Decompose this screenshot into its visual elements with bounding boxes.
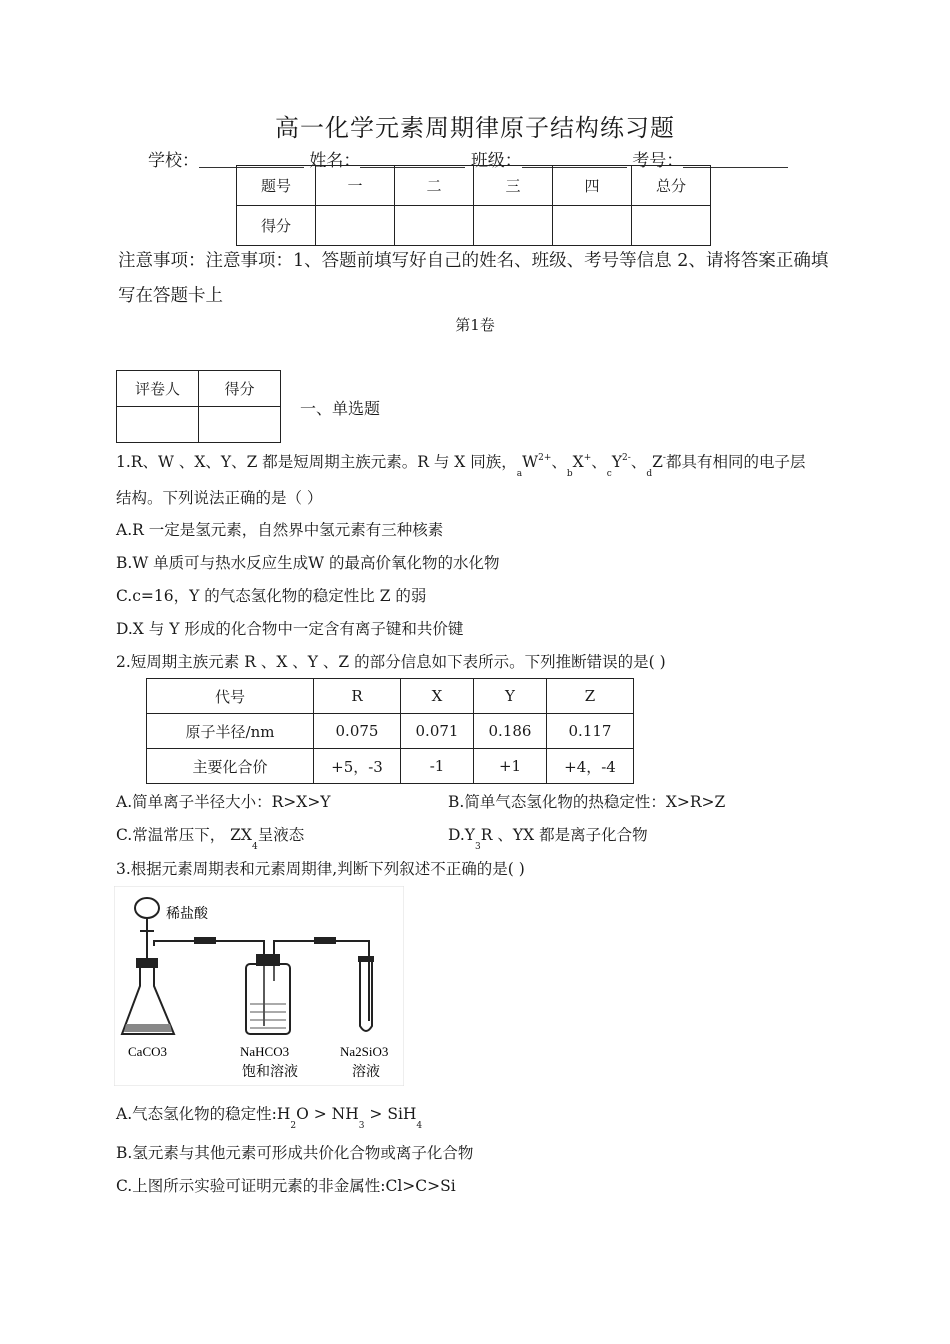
q1-ions: $_aW^{2+}$、$_b$X+、$_cY^{2-}$、$_d$Z- bbox=[516, 453, 666, 479]
q3-stem: 3.根据元素周期表和元素周期律,判断下列叙述不正确的是( ) bbox=[116, 860, 525, 878]
tube-label: Na2SiO3 bbox=[340, 1044, 389, 1059]
score-row-label: 得分 bbox=[237, 206, 316, 246]
score-cell: 题号 bbox=[237, 166, 316, 206]
q2-header-cell: Z bbox=[547, 679, 634, 714]
q2-stem: 2.短周期主族元素 R 、X 、Y 、Z 的部分信息如下表所示。下列推断错误的是( ) bbox=[116, 653, 666, 671]
score-table bbox=[236, 165, 711, 246]
q2-header-cell: X bbox=[401, 679, 474, 714]
q2-table bbox=[146, 678, 634, 784]
q2-cell: 0.117 bbox=[547, 714, 634, 749]
bottle-label: NaHCO3 bbox=[240, 1044, 290, 1059]
school-label: 学校： bbox=[148, 151, 199, 171]
q2-header-cell: Y bbox=[474, 679, 547, 714]
section-title: 一、单选题 bbox=[300, 399, 381, 418]
q2-cell: 0.186 bbox=[474, 714, 547, 749]
q2-table-header-row bbox=[147, 679, 634, 714]
q1-option-c[interactable]: C.c=16，Y 的气态氢化物的稳定性比 Z 的弱 bbox=[116, 587, 427, 605]
q2-cell: +5，-3 bbox=[314, 749, 401, 784]
q2-cell: 原子半径/nm bbox=[147, 714, 314, 749]
apparatus-diagram bbox=[114, 886, 404, 1086]
q2-header-cell: 代号 bbox=[147, 679, 314, 714]
q2-cell: 0.071 bbox=[401, 714, 474, 749]
q2-option-d[interactable]: $D.Y_3R$ 、YX 都是离子化合物 bbox=[448, 826, 648, 852]
q1-stem-c: 结构。下列说法正确的是（ ） bbox=[116, 489, 323, 507]
q2-option-a[interactable]: A.简单离子半径大小：R>X>Y bbox=[116, 793, 331, 811]
class-label: 班级： bbox=[470, 151, 522, 171]
q3-option-a[interactable]: A.气态氢化物的稳定性$:H_2O > NH_3 > SiH_4$ bbox=[116, 1105, 423, 1131]
score-cell: 总分 bbox=[632, 166, 711, 206]
q3-option-b[interactable]: B.氢元素与其他元素可形成共价化合物或离子化合物 bbox=[116, 1144, 474, 1162]
q2-option-b[interactable]: B.简单气态氢化物的热稳定性：X>R>Z bbox=[448, 793, 726, 811]
q2-cell: -1 bbox=[401, 749, 474, 784]
page-title: 高一化学元素周期律原子结构练习题 bbox=[275, 114, 675, 142]
q3-option-c[interactable]: C.上图所示实验可证明元素的非金属性:Cl>C>Si bbox=[116, 1177, 456, 1195]
grader-input-cell[interactable] bbox=[117, 407, 199, 443]
q2-cell: 主要化合价 bbox=[147, 749, 314, 784]
grader-header: 得分 bbox=[199, 371, 281, 407]
experiment-figure bbox=[114, 886, 404, 1086]
score-input-cell[interactable] bbox=[395, 206, 474, 246]
name-label: 姓名： bbox=[309, 151, 361, 171]
score-input-cell[interactable] bbox=[632, 206, 711, 246]
grader-input-cell[interactable] bbox=[199, 407, 281, 443]
q2-option-c[interactable]: C.常温常压下， $ZX_4$呈液态 bbox=[116, 826, 305, 852]
exam-number-label: 考号： bbox=[632, 151, 684, 171]
flask-label: CaCO3 bbox=[128, 1044, 167, 1059]
score-input-cell[interactable] bbox=[474, 206, 553, 246]
q2-header-cell: R bbox=[314, 679, 401, 714]
score-cell: 四 bbox=[553, 166, 632, 206]
score-header-row bbox=[237, 166, 711, 206]
q1-stem-a: 1.R、W 、X、Y、Z 都是短周期主族元素。R 与 X 同族， bbox=[116, 453, 517, 471]
volume-label: 第1卷 bbox=[455, 316, 495, 334]
q2-cell: +4，-4 bbox=[547, 749, 634, 784]
score-input-cell[interactable] bbox=[316, 206, 395, 246]
q2-table-row bbox=[147, 714, 634, 749]
score-cell: 三 bbox=[474, 166, 553, 206]
score-cell: 一 bbox=[316, 166, 395, 206]
q1-stem-b: 都具有相同的电子层 bbox=[665, 453, 806, 471]
score-input-cell[interactable] bbox=[553, 206, 632, 246]
tube-label-2: 溶液 bbox=[352, 1065, 380, 1080]
score-cell: 二 bbox=[395, 166, 474, 206]
q1-option-b[interactable]: B.W 单质可与热水反应生成W 的最高价氧化物的水化物 bbox=[116, 554, 500, 572]
grader-header: 评卷人 bbox=[117, 371, 199, 407]
q2-cell: 0.075 bbox=[314, 714, 401, 749]
q1-option-a[interactable]: A.R 一定是氢元素，自然界中氢元素有三种核素 bbox=[116, 521, 444, 539]
bottle-label-2: 饱和溶液 bbox=[242, 1065, 298, 1080]
grader-table bbox=[116, 370, 281, 443]
q1-option-d[interactable]: D.X 与 Y 形成的化合物中一定含有离子键和共价键 bbox=[116, 620, 464, 638]
q1-stem-line bbox=[116, 450, 805, 479]
acid-label: 稀盐酸 bbox=[166, 907, 208, 922]
score-value-row bbox=[237, 206, 711, 246]
q2-table-row bbox=[147, 749, 634, 784]
q2-cell: +1 bbox=[474, 749, 547, 784]
notice-text: 注意事项：注意事项：1、答题前填写好自己的姓名、班级、考号等信息 2、请将答案正确填写在答题卡上 bbox=[118, 251, 829, 306]
